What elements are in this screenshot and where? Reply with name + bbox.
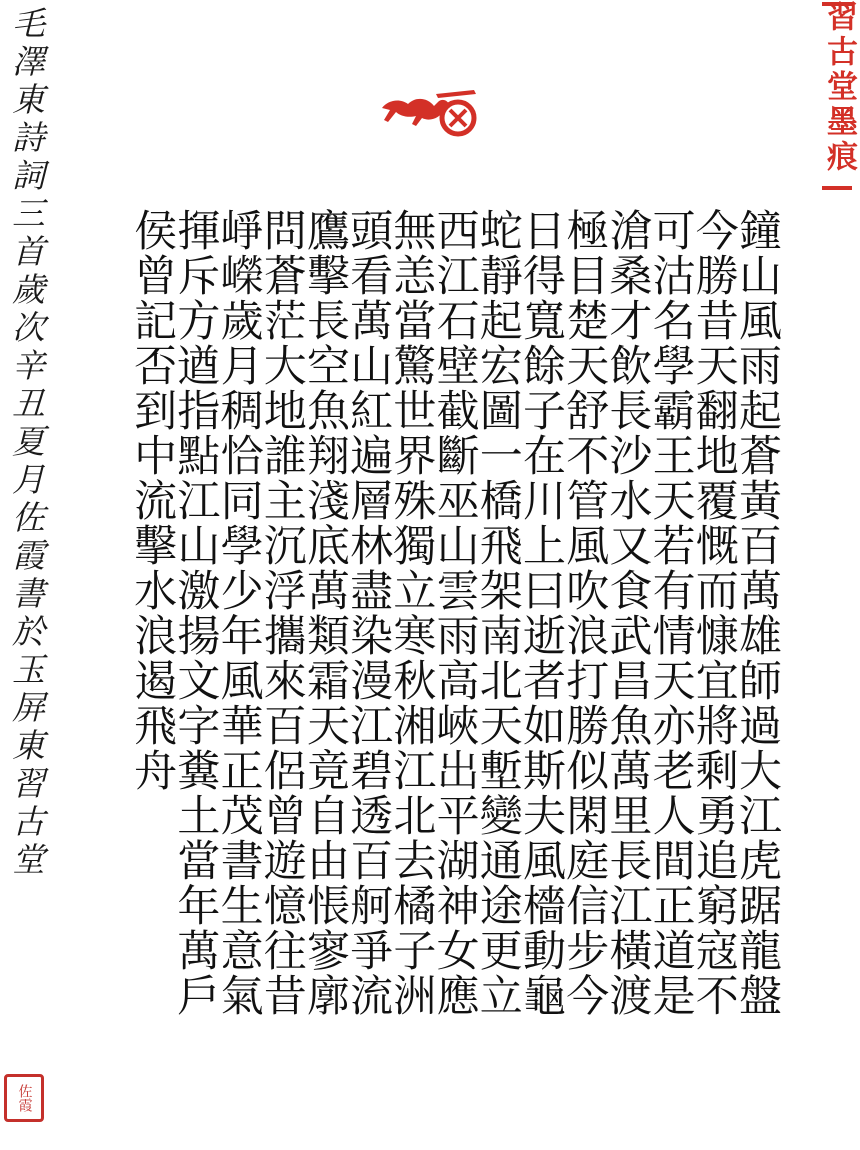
- studio-title: 習古堂墨痕: [821, 0, 857, 175]
- studio-title-bottom-bracket: [822, 186, 852, 190]
- artist-seal-stamp: 佐霞: [4, 1074, 44, 1122]
- signature-inscription: 毛澤東詩詞三首歲次辛丑夏月佐霞書於玉屏東習古堂: [7, 6, 46, 880]
- poem-body: 鐘山風雨起蒼黃百萬雄師過大江虎踞龍盤今勝昔天翻地覆慨而慷宜將剩勇追窮寇不可沽名學霸王天若有情天亦老人間正道是滄桑才飲長沙水又食武昌魚萬里長江橫渡極目楚天舒不管風吹浪打勝似閑庭信步今日得寬餘子在川上曰逝者如斯夫風檣動龜蛇靜起宏圖一橋飛架南北天塹變通途更立西江石壁截斷巫山雲雨高峽出平湖神女應無恙當驚世界殊獨立寒秋湘江北去橘子洲頭看萬山紅遍層林盡染漫江碧透百舸爭流鷹擊長空魚翔淺底萬類霜天竟自由悵寥廓問蒼茫大地誰主沉浮攜來百侶曾遊憶往昔崢嶸歲月稠恰同學少年風華正茂書生意氣揮斥方遒指點江山激揚文字糞土當年萬戶侯曾記否到中流擊水浪遏飛舟: [127, 208, 782, 1018]
- horse-seal-icon: [378, 78, 482, 136]
